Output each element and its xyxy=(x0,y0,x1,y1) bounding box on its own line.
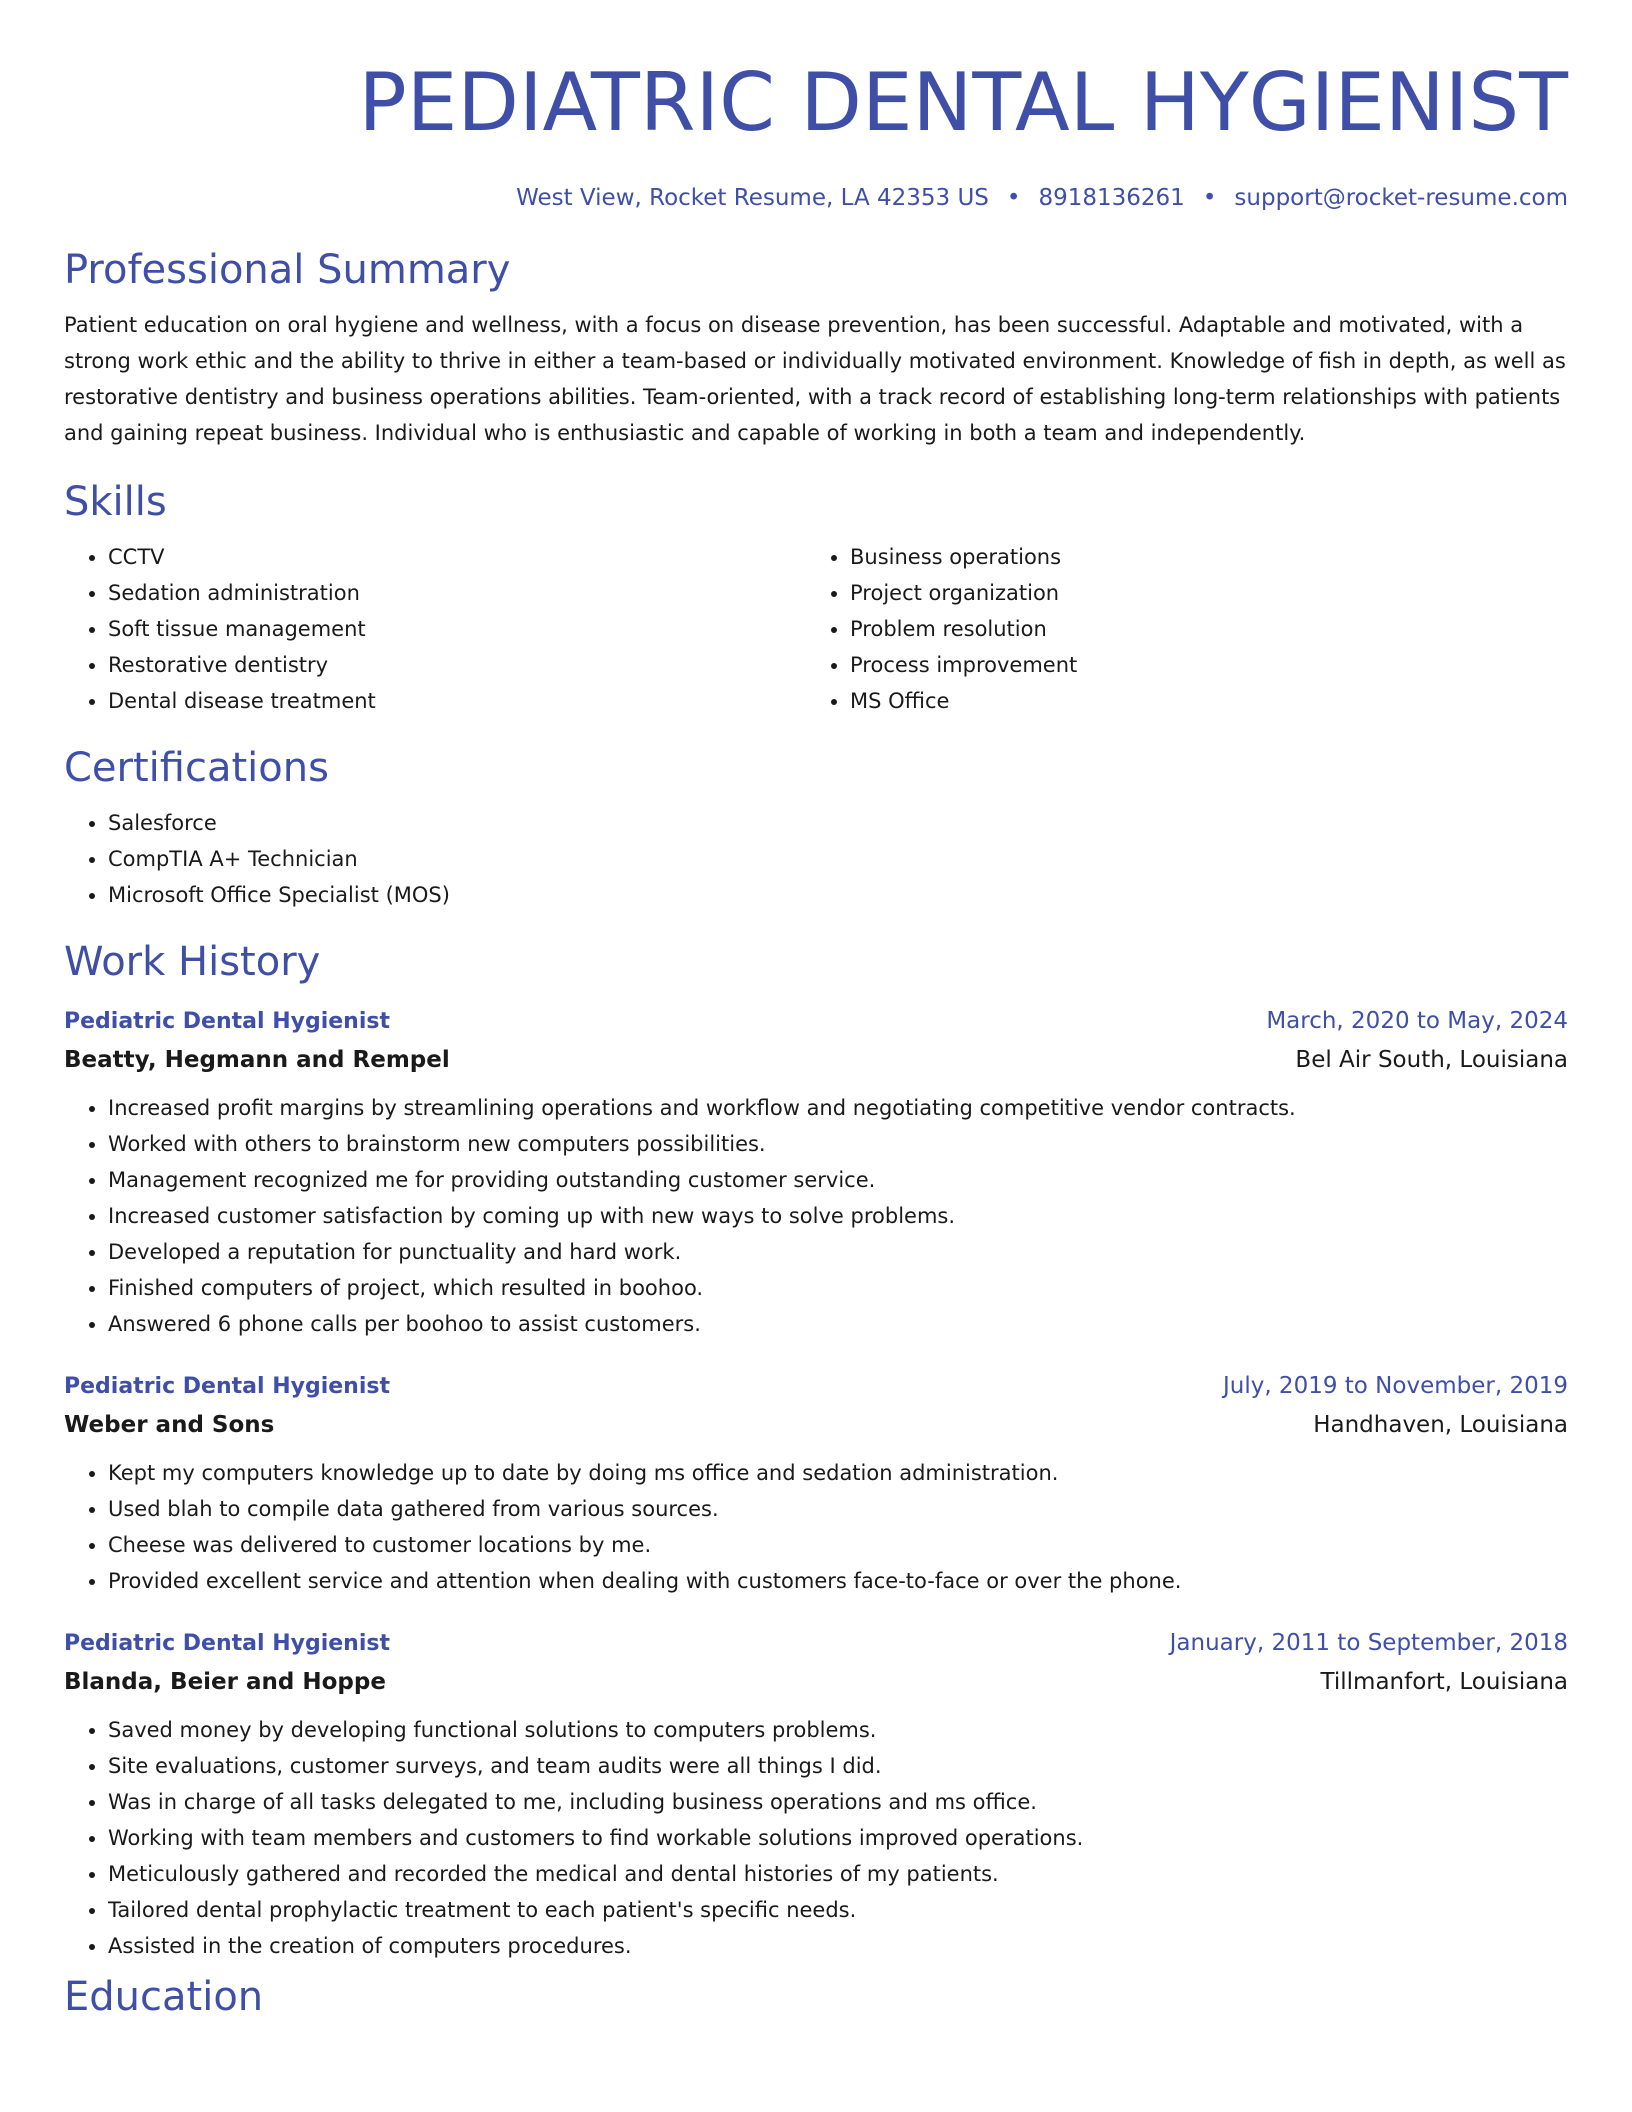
job-bullet: • Cheese was delivered to customer locations by me. xyxy=(108,1527,1568,1563)
skills-column-left xyxy=(64,529,806,719)
skills-column-right xyxy=(806,529,1548,719)
job-dates: March, 2020 to May, 2024 xyxy=(1266,1008,1568,1034)
skill-item: • Process improvement xyxy=(850,647,1548,683)
job-company: Blanda, Beier and Hoppe xyxy=(64,1669,386,1695)
job-employer-row xyxy=(64,1662,1568,1702)
job-bullet: • Saved money by developing functional solutions to computers problems. xyxy=(108,1712,1568,1748)
job-entry xyxy=(64,1368,1568,1599)
job-bullet: • Increased customer satisfaction by coming up with new ways to solve problems. xyxy=(108,1198,1568,1234)
section-title-certifications: Certifications xyxy=(64,745,329,791)
resume-page xyxy=(64,0,1568,2024)
job-dates: July, 2019 to November, 2019 xyxy=(1222,1373,1568,1399)
skill-item: • Business operations xyxy=(850,539,1548,575)
skill-item: • Sedation administration xyxy=(108,575,806,611)
job-bullet: • Finished computers of project, which resulted in boohoo. xyxy=(108,1270,1568,1306)
job-bullet: • Meticulously gathered and recorded the medical and dental histories of my patients. xyxy=(108,1856,1568,1892)
certification-item: • CompTIA A+ Technician xyxy=(108,841,1568,877)
section-title-work-history: Work History xyxy=(64,939,321,985)
job-bullet: • Management recognized me for providing outstanding customer service. xyxy=(108,1162,1568,1198)
job-bullet: • Answered 6 phone calls per boohoo to assist customers. xyxy=(108,1306,1568,1342)
skill-item: • Soft tissue management xyxy=(108,611,806,647)
section-title-skills: Skills xyxy=(64,479,167,525)
contact-separator: • xyxy=(1006,185,1021,211)
section-title-education: Education xyxy=(64,1974,264,2020)
contact-line xyxy=(64,181,1568,215)
skill-item: • Restorative dentistry xyxy=(108,647,806,683)
job-header-row xyxy=(64,1368,1568,1405)
skill-item: • Project organization xyxy=(850,575,1548,611)
job-bullets xyxy=(64,1455,1568,1599)
contact-phone[interactable]: 8918136261 xyxy=(1038,185,1185,211)
job-bullet: • Working with team members and customers to find workable solutions improved operations. xyxy=(108,1820,1568,1856)
certification-item: • Microsoft Office Specialist (MOS) xyxy=(108,877,1568,913)
candidate-title: PEDIATRIC DENTAL HYGIENIST xyxy=(358,56,1568,149)
job-bullets xyxy=(64,1090,1568,1342)
skills-list-right xyxy=(806,539,1548,719)
contact-email[interactable]: support@rocket-resume.com xyxy=(1234,185,1568,211)
skills-list-left xyxy=(64,539,806,719)
job-bullet: • Provided excellent service and attention when dealing with customers face-to-face or over the phone. xyxy=(108,1563,1568,1599)
job-title: Pediatric Dental Hygienist xyxy=(64,1374,390,1399)
job-bullet: • Tailored dental prophylactic treatment to each patient's specific needs. xyxy=(108,1892,1568,1928)
job-bullet: • Assisted in the creation of computers procedures. xyxy=(108,1928,1568,1964)
job-bullet: • Used blah to compile data gathered from various sources. xyxy=(108,1491,1568,1527)
job-location: Bel Air South, Louisiana xyxy=(1295,1047,1568,1073)
contact-address: West View, Rocket Resume, LA 42353 US xyxy=(516,185,989,211)
certifications-list xyxy=(64,805,1568,913)
job-bullet: • Kept my computers knowledge up to date by doing ms office and sedation administration. xyxy=(108,1455,1568,1491)
job-entry xyxy=(64,1625,1568,1964)
job-employer-row xyxy=(64,1405,1568,1445)
skill-item: • Dental disease treatment xyxy=(108,683,806,719)
job-company: Beatty, Hegmann and Rempel xyxy=(64,1047,450,1073)
job-location: Handhaven, Louisiana xyxy=(1313,1412,1568,1438)
resume-header xyxy=(64,55,1568,215)
job-header-row xyxy=(64,1625,1568,1662)
job-location: Tillmanfort, Louisiana xyxy=(1320,1669,1568,1695)
job-company: Weber and Sons xyxy=(64,1412,275,1438)
job-header-row xyxy=(64,1003,1568,1040)
job-bullet: • Site evaluations, customer surveys, and team audits were all things I did. xyxy=(108,1748,1568,1784)
job-dates: January, 2011 to September, 2018 xyxy=(1169,1630,1568,1656)
section-title-summary: Professional Summary xyxy=(64,247,511,293)
contact-separator: • xyxy=(1202,185,1217,211)
summary-text: Patient education on oral hygiene and wellness, with a focus on disease prevention, has been successful. Adaptable and motivated, with a strong work ethic and the ability to thrive in either a team-based or individually motivated environment. Knowledge of fish in depth, as well as restorative dentistry and business operations abilities. Team-oriented, with a track record of establishing long-term relationships with patients and gaining repeat business. Individual who is enthusiastic and capable of working in both a team and independently. xyxy=(64,313,1566,445)
skill-item: • CCTV xyxy=(108,539,806,575)
skill-item: • MS Office xyxy=(850,683,1548,719)
job-bullets xyxy=(64,1712,1568,1964)
job-bullet: • Was in charge of all tasks delegated to me, including business operations and ms office. xyxy=(108,1784,1568,1820)
job-bullet: • Developed a reputation for punctuality and hard work. xyxy=(108,1234,1568,1270)
skill-item: • Problem resolution xyxy=(850,611,1548,647)
certification-item: • Salesforce xyxy=(108,805,1568,841)
job-entry xyxy=(64,1003,1568,1342)
job-title: Pediatric Dental Hygienist xyxy=(64,1009,390,1034)
job-bullet: • Worked with others to brainstorm new computers possibilities. xyxy=(108,1126,1568,1162)
job-bullet: • Increased profit margins by streamlining operations and workflow and negotiating competitive vendor contracts. xyxy=(108,1090,1568,1126)
job-employer-row xyxy=(64,1040,1568,1080)
skills-grid xyxy=(64,529,1568,719)
job-title: Pediatric Dental Hygienist xyxy=(64,1631,390,1656)
